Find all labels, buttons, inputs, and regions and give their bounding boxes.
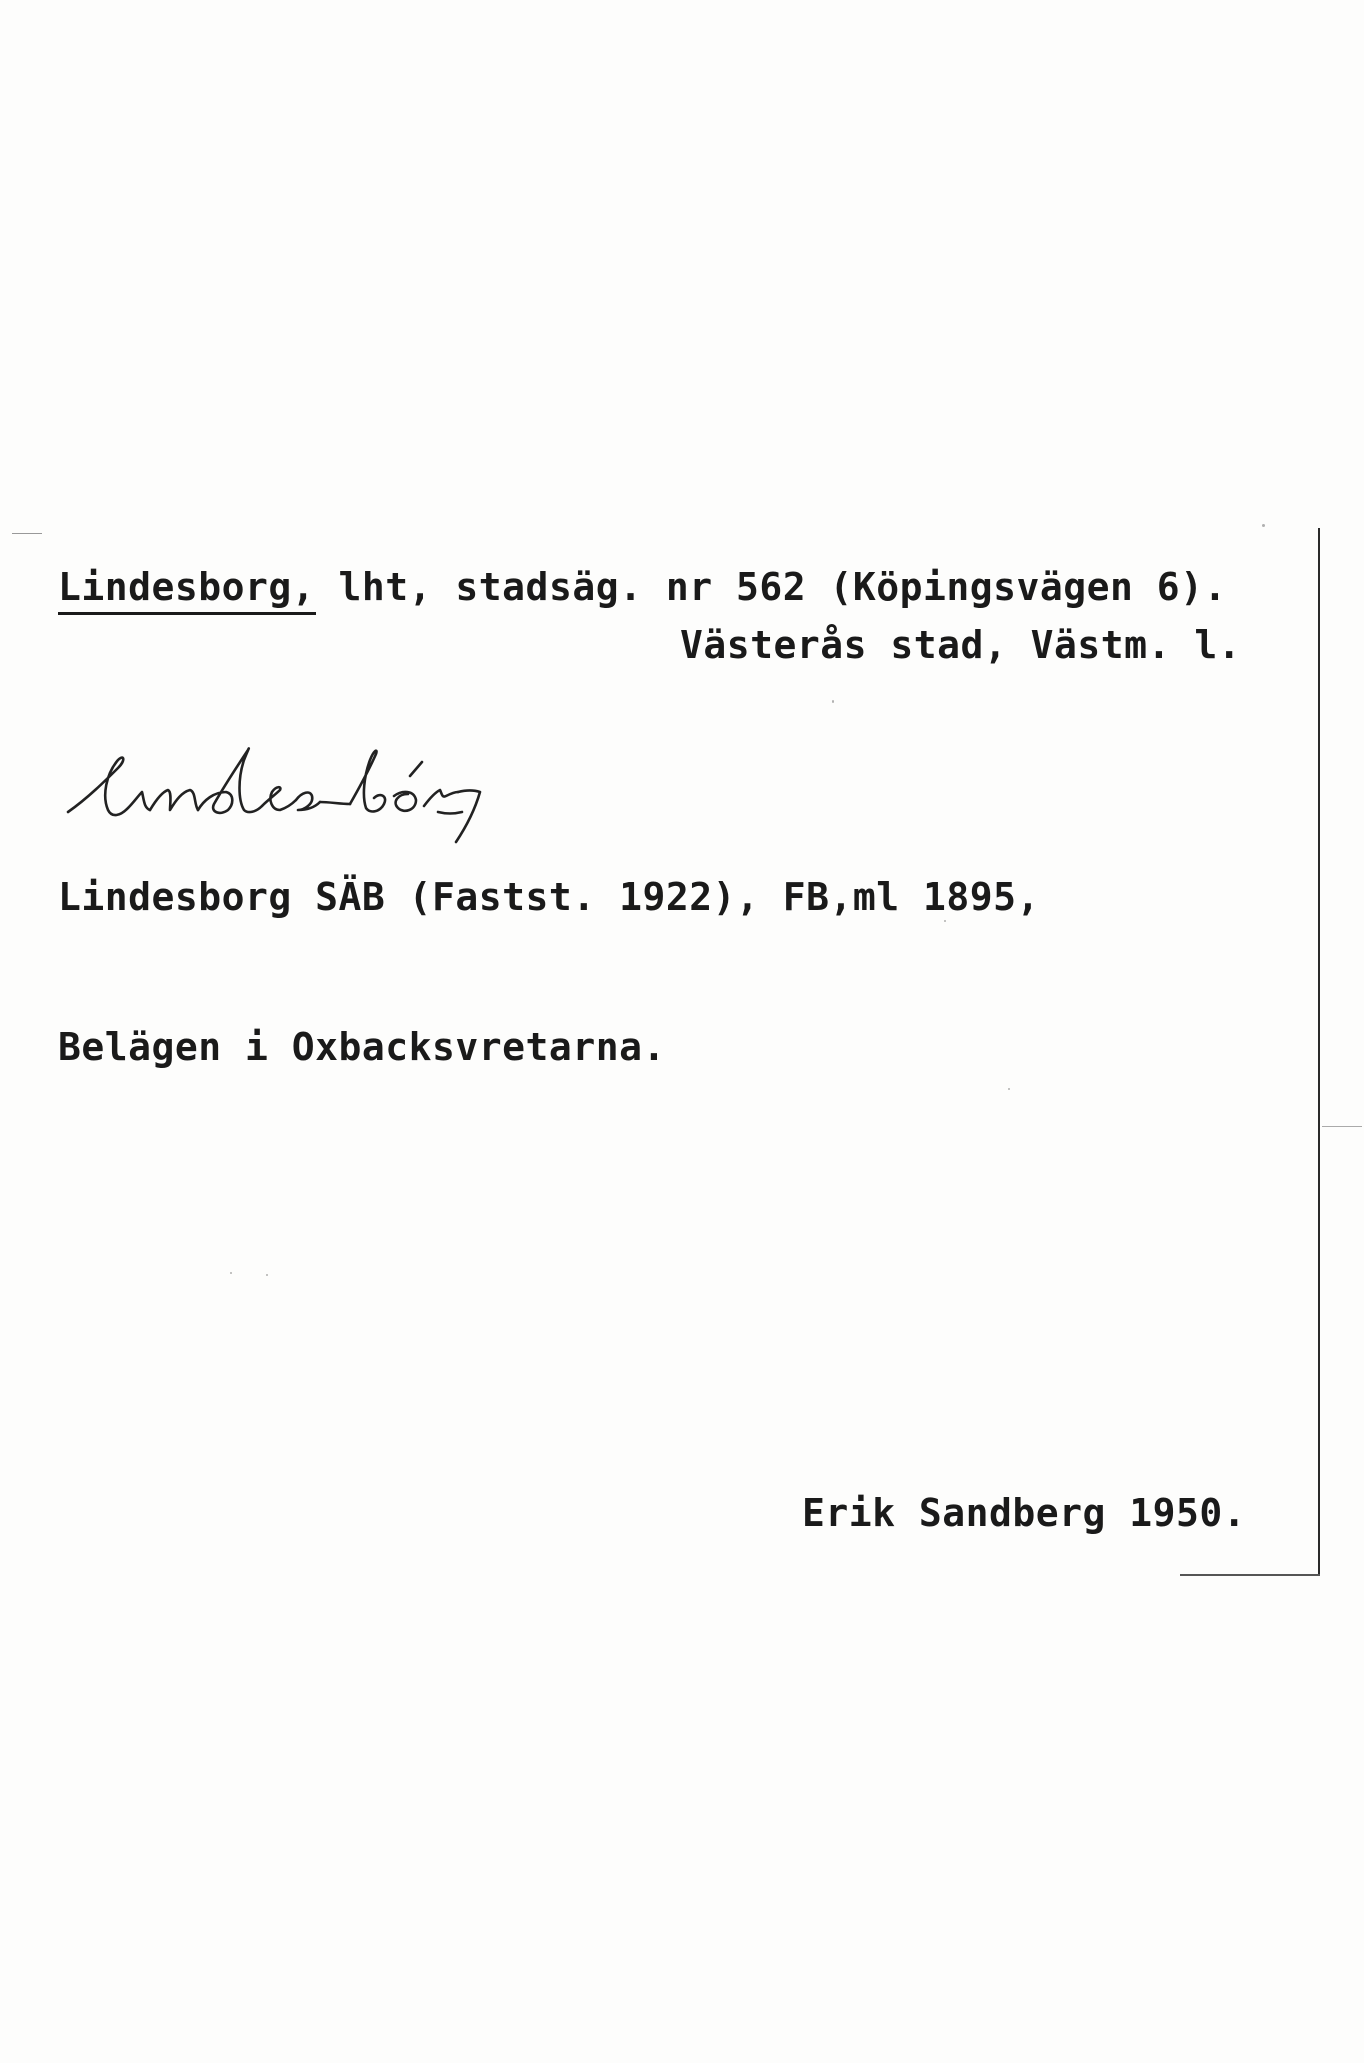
card-side-tick xyxy=(1322,1126,1362,1127)
scan-speck xyxy=(944,920,946,922)
scan-speck xyxy=(266,1274,268,1276)
handwritten-name-signature xyxy=(58,720,618,850)
card-edge-right xyxy=(1318,528,1320,1576)
card-edge-top-tick xyxy=(12,533,42,534)
address-line: Västerås stad, Västm. l. xyxy=(680,623,1242,667)
spelled-line: Lindesborg SÄB (Fastst. 1922), FB,ml 1895, xyxy=(58,875,1040,919)
heading-rest: , lht, stadsäg. nr 562 (Köpingsvägen 6). xyxy=(291,565,1227,609)
scan-speck xyxy=(1008,1088,1010,1090)
location-line: Belägen i Oxbacksvretarna. xyxy=(58,1025,666,1069)
heading-underline xyxy=(58,612,316,615)
scan-speck xyxy=(832,700,834,703)
scan-speck xyxy=(230,1272,232,1274)
card-edge-bottom xyxy=(1180,1574,1320,1576)
heading-place-name: Lindesborg xyxy=(58,565,292,609)
signature-line: Erik Sandberg 1950. xyxy=(802,1491,1247,1535)
scan-speck xyxy=(1262,524,1265,527)
heading-line xyxy=(58,565,1227,609)
